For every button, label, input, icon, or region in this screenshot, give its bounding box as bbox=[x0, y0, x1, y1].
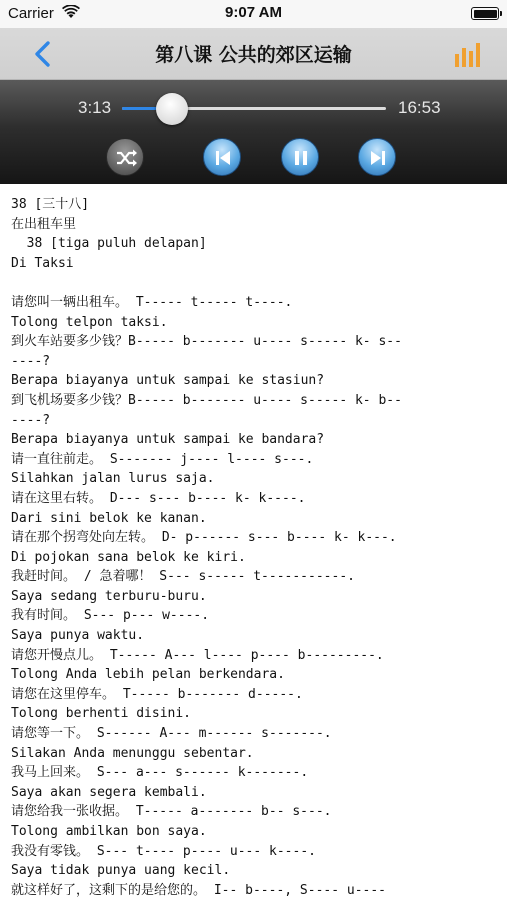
text-line: 请您给我一张收据。 T----- a------- b-- s---. bbox=[11, 804, 332, 820]
next-button[interactable] bbox=[358, 138, 396, 176]
status-time: 9:07 AM bbox=[225, 4, 282, 21]
shuffle-button[interactable] bbox=[106, 138, 144, 176]
status-bar bbox=[0, 0, 507, 28]
text-line: 我没有零钱。 S--- t---- p---- u--- k----. bbox=[11, 843, 316, 859]
page-title: 第八课 公共的郊区运输 bbox=[155, 44, 352, 66]
text-line: Saya akan segera kembali. bbox=[11, 784, 207, 800]
text-line: Tolong berhenti disini. bbox=[11, 706, 192, 722]
text-line: Di Taksi bbox=[11, 255, 74, 271]
text-line: 请在这里右转。 D--- s--- b---- k- k----. bbox=[11, 490, 306, 506]
text-line: 我有时间。 S--- p--- w----. bbox=[11, 608, 210, 624]
text-line: 请在那个拐弯处向左转。 D- p------ s--- b---- k- k---. bbox=[11, 530, 397, 546]
total-time: 16:53 bbox=[398, 98, 441, 117]
text-line: 请您在这里停车。 T----- b------- d-----. bbox=[11, 686, 303, 702]
progress-slider[interactable] bbox=[122, 107, 386, 110]
navigation-bar bbox=[0, 28, 507, 80]
text-line: Tolong telpon taksi. bbox=[11, 314, 168, 330]
text-line: Dari sini belok ke kanan. bbox=[11, 510, 207, 526]
statistics-button[interactable] bbox=[453, 40, 485, 70]
text-line: Silakan Anda menunggu sebentar. bbox=[11, 745, 254, 761]
text-line: 我马上回来。 S--- a--- s------ k-------. bbox=[11, 765, 309, 781]
shuffle-icon bbox=[107, 139, 145, 177]
text-line: 在出租车里 bbox=[11, 216, 77, 232]
previous-icon bbox=[204, 139, 242, 177]
text-line: 我赶时间。 / 急着哪！ S--- s----- t-----------. bbox=[11, 569, 355, 585]
back-button[interactable] bbox=[26, 38, 62, 70]
bar-chart-icon bbox=[453, 40, 485, 70]
current-time: 3:13 bbox=[78, 98, 112, 117]
text-line: Tolong ambilkan bon saya. bbox=[11, 824, 207, 839]
audio-player bbox=[0, 80, 507, 184]
text-line: 到火车站要多少钱？B----- b------- u---- s----- k- s-- bbox=[11, 334, 402, 350]
text-line: 38 [tiga puluh delapan] bbox=[11, 236, 207, 252]
text-line: 请您开慢点儿。 T----- A--- l---- p---- b---------. bbox=[11, 647, 384, 663]
text-line: Saya sedang terburu-buru. bbox=[11, 588, 207, 604]
text-line: 请您等一下。 S------ A--- m------ s-------. bbox=[11, 726, 332, 742]
text-line: 请一直往前走。 S------- j---- l---- s---. bbox=[11, 451, 314, 467]
carrier-label: Carrier bbox=[8, 5, 54, 22]
text-line: Saya punya waktu. bbox=[11, 628, 145, 644]
text-line: Berapa biayanya untuk sampai ke bandara? bbox=[11, 432, 325, 448]
text-line: Berapa biayanya untuk sampai ke stasiun? bbox=[11, 373, 325, 389]
text-line: Saya tidak punya uang kecil. bbox=[11, 863, 231, 879]
progress-knob[interactable] bbox=[156, 93, 188, 125]
pause-icon bbox=[282, 139, 320, 177]
lesson-text bbox=[0, 184, 507, 900]
next-icon bbox=[359, 139, 397, 177]
text-line: Silahkan jalan lurus saja. bbox=[11, 471, 215, 487]
text-line: ----? bbox=[11, 412, 51, 428]
text-line: ----? bbox=[11, 353, 51, 369]
text-line bbox=[11, 273, 507, 293]
text-line: 请您叫一辆出租车。 T----- t----- t----. bbox=[11, 294, 293, 310]
previous-button[interactable] bbox=[203, 138, 241, 176]
text-line: Di pojokan sana belok ke kiri. bbox=[11, 549, 246, 565]
text-line: 到飞机场要多少钱？B----- b------- u---- s----- k- b-- bbox=[11, 392, 402, 408]
text-line: 38 [三十八] bbox=[11, 197, 90, 212]
text-line: 就这样好了，这剩下的是给您的。 I-- b----, S---- u---- bbox=[11, 882, 387, 898]
battery-icon bbox=[471, 7, 499, 20]
text-line: Tolong Anda lebih pelan berkendara. bbox=[11, 667, 285, 683]
chevron-left-icon bbox=[26, 38, 62, 70]
pause-button[interactable] bbox=[281, 138, 319, 176]
